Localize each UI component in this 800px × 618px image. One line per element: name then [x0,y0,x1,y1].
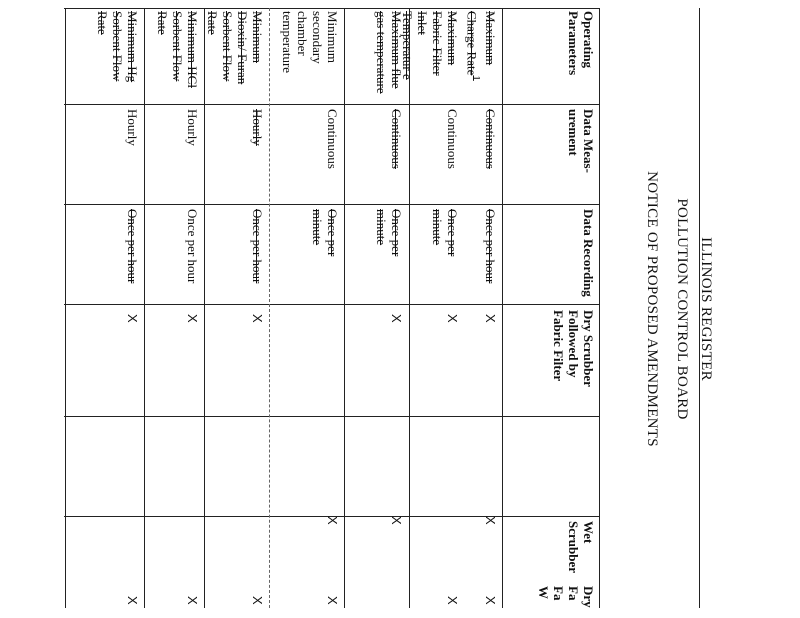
check-mark: X [389,516,404,525]
row-fabric-filter-temperature-recording: Once per minute [430,209,460,257]
row-secondary-chamber-temperature-measurement: Continuous [325,109,340,169]
row-divider [409,8,410,608]
header-operating-parameters: Operating Parameters [566,11,596,76]
header-data-measurement: Data Meas-urement [566,109,596,173]
parameter-text: Maximum Charge Rate [464,11,498,76]
row-dioxin-furan-sorbent-measurement: Hourly [250,109,265,146]
row-maximum-charge-rate-parameter [465,11,498,101]
header-rule [699,8,700,608]
row-divider [204,8,205,608]
header-dry-scrubber-cut: Dry Fa Fa W [536,586,596,608]
check-mark: X [483,314,498,323]
row-divider [502,8,503,608]
row-dioxin-furan-sorbent-parameter: Minimum Dioxin/ Furan Sorbent Flow Rate [205,11,265,85]
header-data-recording: Data Recording [581,209,596,297]
check-mark: X [483,516,498,525]
row-secondary-chamber-temperature-parameter: Minimum secondary chamber temperature [280,11,340,74]
check-mark: X [325,596,340,605]
operating-parameters-table [64,8,600,608]
row-hcl-sorbent-recording: Once per hour [185,209,200,284]
row-dioxin-furan-sorbent-recording: Once per hour [250,209,265,284]
check-mark: X [185,596,200,605]
row-fabric-filter-temperature-parameter: Maximum Fabric Filter Inlet Temperatur e [400,11,460,80]
header-dry-scrubber-fabric-filter: Dry Scrubber Followed by Fabric Filter [551,310,596,387]
row-hg-sorbent-parameter: Minimum Hg Sorbent Flow Rate [95,11,140,83]
row-fabric-filter-temperature-measurement: Continuous [445,109,460,169]
notice-title: NOTICE OF PROPOSED AMENDMENTS [644,171,660,447]
row-hg-sorbent-measurement: Hourly [125,109,140,146]
row-flue-gas-temperature-measurement: Continuous [389,109,404,169]
row-divider [344,8,345,608]
row-divider [269,8,270,608]
check-mark: X [325,516,340,525]
header-wet-scrubber: Wet Scrubber [566,521,596,573]
check-mark: X [125,314,140,323]
board-title: POLLUTION CONTROL BOARD [674,198,690,420]
row-hcl-sorbent-measurement: Hourly [185,109,200,146]
check-mark: X [250,596,265,605]
register-title: ILLINOIS REGISTER [698,237,714,381]
row-hg-sorbent-recording: Once per hour [125,209,140,284]
row-secondary-chamber-temperature-recording: Once per minute [310,209,340,257]
check-mark: X [250,314,265,323]
check-mark: X [483,596,498,605]
row-hcl-sorbent-parameter: Minimum HCl Sorbent Flow Rate [155,11,200,88]
check-mark: X [125,596,140,605]
check-mark: X [389,314,404,323]
table-bottom-border [65,8,66,608]
row-flue-gas-temperature-recording: Once per minute [374,209,404,257]
check-mark: X [445,314,460,323]
footnote-marker: 1 [470,75,482,81]
table-top-border [599,8,600,608]
check-mark: X [185,314,200,323]
row-flue-gas-temperature-parameter: Maximum flue gas temperature [374,11,404,94]
row-maximum-charge-rate-measurement: Continuous [483,109,498,169]
check-mark: X [445,596,460,605]
row-maximum-charge-rate-recording: Once per hour [483,209,498,284]
row-divider [144,8,145,608]
